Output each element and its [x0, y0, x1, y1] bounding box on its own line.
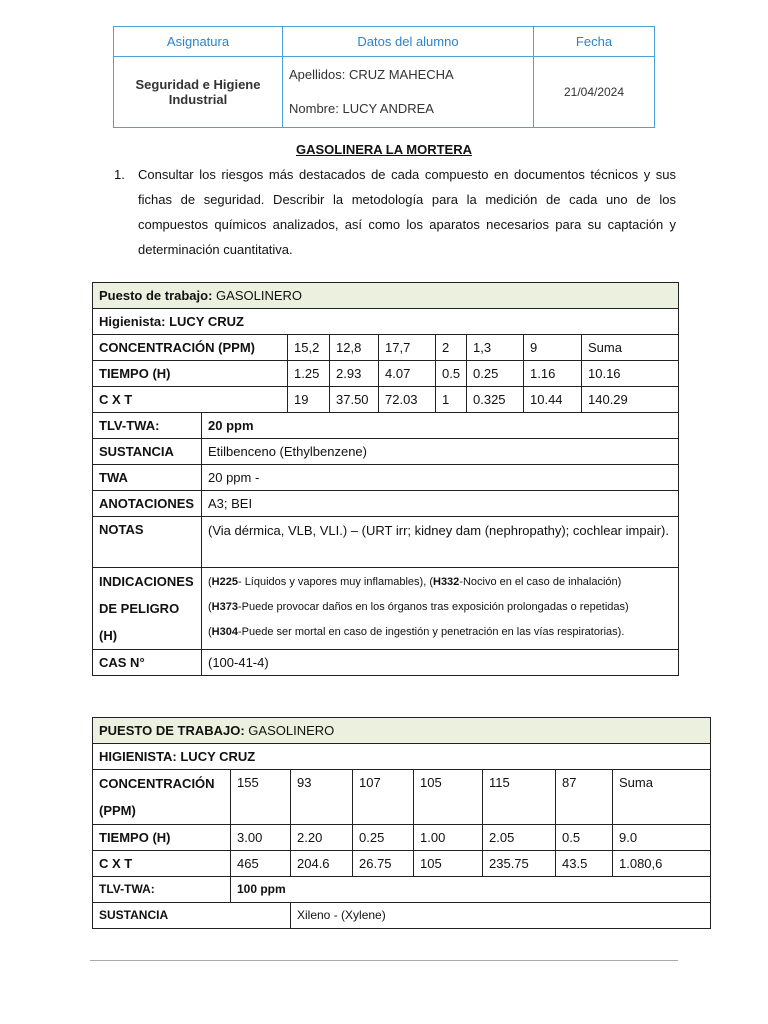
table-cell: 37.50: [330, 387, 379, 413]
student-name: Nombre: LUCY ANDREA: [289, 101, 434, 116]
date-value: 21/04/2024: [534, 57, 655, 128]
table-cell: 19: [288, 387, 330, 413]
table-cell: 72.03: [379, 387, 436, 413]
table-cell: 9: [524, 335, 582, 361]
table-cell: 26.75: [353, 851, 414, 877]
table-cell: 2.93: [330, 361, 379, 387]
concentration-label: CONCENTRACIÓN (PPM): [99, 776, 215, 818]
table-cell: 1.25: [288, 361, 330, 387]
tlv-label: TLV-TWA:: [99, 418, 160, 433]
time-row: [93, 825, 711, 851]
annotations-value: A3; BEI: [202, 491, 679, 517]
tlv-value: 100 ppm: [237, 882, 286, 896]
hazard-statements: (H225- Líquidos y vapores muy inflamables), (H332-Nocivo en el caso de inhalación) (H373-Puede provocar daños en los órganos tras exposición prolongadas o repetidas) (H304-Puede ser mortal en caso de ingestión y penetración en las vías respiratorias).: [202, 568, 679, 650]
table-cell: 2.20: [291, 825, 353, 851]
concentration-row: [93, 335, 679, 361]
hygienist-label: Higienista:: [99, 314, 166, 329]
exposure-table-ethylbenzene: [92, 282, 679, 676]
question-number: 1.: [114, 167, 125, 182]
tlv-row: [93, 877, 711, 903]
hazard-label: INDICACIONES DE PELIGRO (H): [99, 574, 194, 643]
hazard-row: [93, 568, 679, 650]
time-row: [93, 361, 679, 387]
workstation-row: [93, 718, 711, 744]
h332-code: H332: [433, 576, 460, 588]
substance-row: [93, 439, 679, 465]
document-title: GASOLINERA LA MORTERA: [296, 142, 472, 157]
time-label: TIEMPO (H): [99, 366, 171, 381]
cxt-label: C X T: [99, 392, 133, 407]
tlv-row: [93, 413, 679, 439]
table-cell: 10.44: [524, 387, 582, 413]
table-cell: 1.00: [414, 825, 483, 851]
workstation-value: GASOLINERO: [248, 723, 335, 738]
hygienist-label: HIGIENISTA: LUCY CRUZ: [99, 749, 256, 764]
table-cell: 1.16: [524, 361, 582, 387]
table-cell: 105: [414, 770, 483, 825]
student-column-header: Datos del alumno: [283, 27, 534, 57]
table-cell: Suma: [582, 335, 679, 361]
cas-label: CAS N°: [99, 655, 145, 670]
table-cell: 3.00: [231, 825, 291, 851]
tlv-value: 20 ppm: [208, 418, 254, 433]
substance-label: SUSTANCIA: [99, 908, 169, 922]
table-cell: 12,8: [330, 335, 379, 361]
h373-text: -Puede provocar daños en los órganos tras exposición prolongadas o repetidas): [237, 601, 629, 613]
table-cell: 115: [483, 770, 556, 825]
twa-row: [93, 465, 679, 491]
workstation-value: GASOLINERO: [216, 288, 303, 303]
cxt-row: [93, 387, 679, 413]
subject-value: Seguridad e Higiene Industrial: [114, 57, 283, 128]
table-cell: 4.07: [379, 361, 436, 387]
table-cell: 9.0: [613, 825, 711, 851]
hygienist-row: [93, 309, 679, 335]
substance-value: Etilbenceno (Ethylbenzene): [202, 439, 679, 465]
cas-value: (100-41-4): [202, 650, 679, 676]
cas-row: [93, 650, 679, 676]
table-cell: 0.325: [467, 387, 524, 413]
table-cell: 0.25: [353, 825, 414, 851]
annotations-row: [93, 491, 679, 517]
time-label: TIEMPO (H): [99, 830, 171, 845]
twa-label: TWA: [99, 470, 128, 485]
student-data: [283, 57, 534, 128]
table-cell: 1,3: [467, 335, 524, 361]
date-column-header: Fecha: [534, 27, 655, 57]
concentration-label: CONCENTRACIÓN (PPM): [99, 340, 255, 355]
table-cell: 140.29: [582, 387, 679, 413]
table-cell: 10.16: [582, 361, 679, 387]
table-cell: 17,7: [379, 335, 436, 361]
cxt-label: C X T: [99, 856, 133, 871]
h332-text: -Nocivo en el caso de inhalación): [459, 576, 622, 588]
table-cell: 93: [291, 770, 353, 825]
concentration-row: [93, 770, 711, 825]
table-cell: 204.6: [291, 851, 353, 877]
subject-column-header: Asignatura: [114, 27, 283, 57]
table-cell: 105: [414, 851, 483, 877]
table-cell: 87: [556, 770, 613, 825]
workstation-row: [93, 283, 679, 309]
table-cell: Suma: [613, 770, 711, 825]
h225-text: - Líquidos y vapores muy inflamables), (: [237, 576, 433, 588]
notes-label: NOTAS: [99, 522, 144, 537]
notes-row: [93, 517, 679, 568]
hygienist-value: LUCY CRUZ: [169, 314, 244, 329]
table-cell: 15,2: [288, 335, 330, 361]
table-cell: 107: [353, 770, 414, 825]
table-cell: 0.5: [436, 361, 467, 387]
tlv-label: TLV-TWA:: [99, 882, 155, 896]
workstation-label: PUESTO DE TRABAJO:: [99, 723, 245, 738]
workstation-label: Puesto de trabajo:: [99, 288, 213, 303]
h225-code: H225: [211, 576, 238, 588]
question-text: Consultar los riesgos más destacados de cada compuesto en documentos técnicos y sus fichas de seguridad. Describir la metodología para la medición de cada uno de los compuestos químicos analizados, así como los aparatos necesarios para su captación y determinación cuantitativa.: [138, 167, 676, 257]
table-cell: 0.25: [467, 361, 524, 387]
substance-label: SUSTANCIA: [99, 444, 174, 459]
notes-value: (Via dérmica, VLB, VLI.) – (URT irr; kidney dam (nephropathy); cochlear impair).: [202, 517, 679, 568]
table-cell: 2: [436, 335, 467, 361]
header-table: [113, 26, 655, 128]
student-surname: Apellidos: CRUZ MAHECHA: [289, 67, 454, 82]
table-cell: 155: [231, 770, 291, 825]
table-cell: 1: [436, 387, 467, 413]
h304-code: H304: [211, 626, 238, 638]
exposure-table-xylene: [92, 717, 711, 929]
table-cell: 235.75: [483, 851, 556, 877]
table-cell: 2.05: [483, 825, 556, 851]
footer-divider: [90, 960, 678, 961]
twa-value: 20 ppm -: [202, 465, 679, 491]
annotations-label: ANOTACIONES: [99, 496, 195, 511]
table-cell: 0.5: [556, 825, 613, 851]
cxt-row: [93, 851, 711, 877]
table-cell: 43.5: [556, 851, 613, 877]
h304-text: -Puede ser mortal en caso de ingestión y penetración en las vías respiratorias).: [237, 626, 625, 638]
table-cell: 465: [231, 851, 291, 877]
table-cell: 1.080,6: [613, 851, 711, 877]
question-1: [114, 162, 676, 262]
substance-value: Xileno - (Xylene): [291, 903, 711, 929]
h373-code: H373: [211, 601, 238, 613]
hygienist-row: [93, 744, 711, 770]
substance-row: [93, 903, 711, 929]
